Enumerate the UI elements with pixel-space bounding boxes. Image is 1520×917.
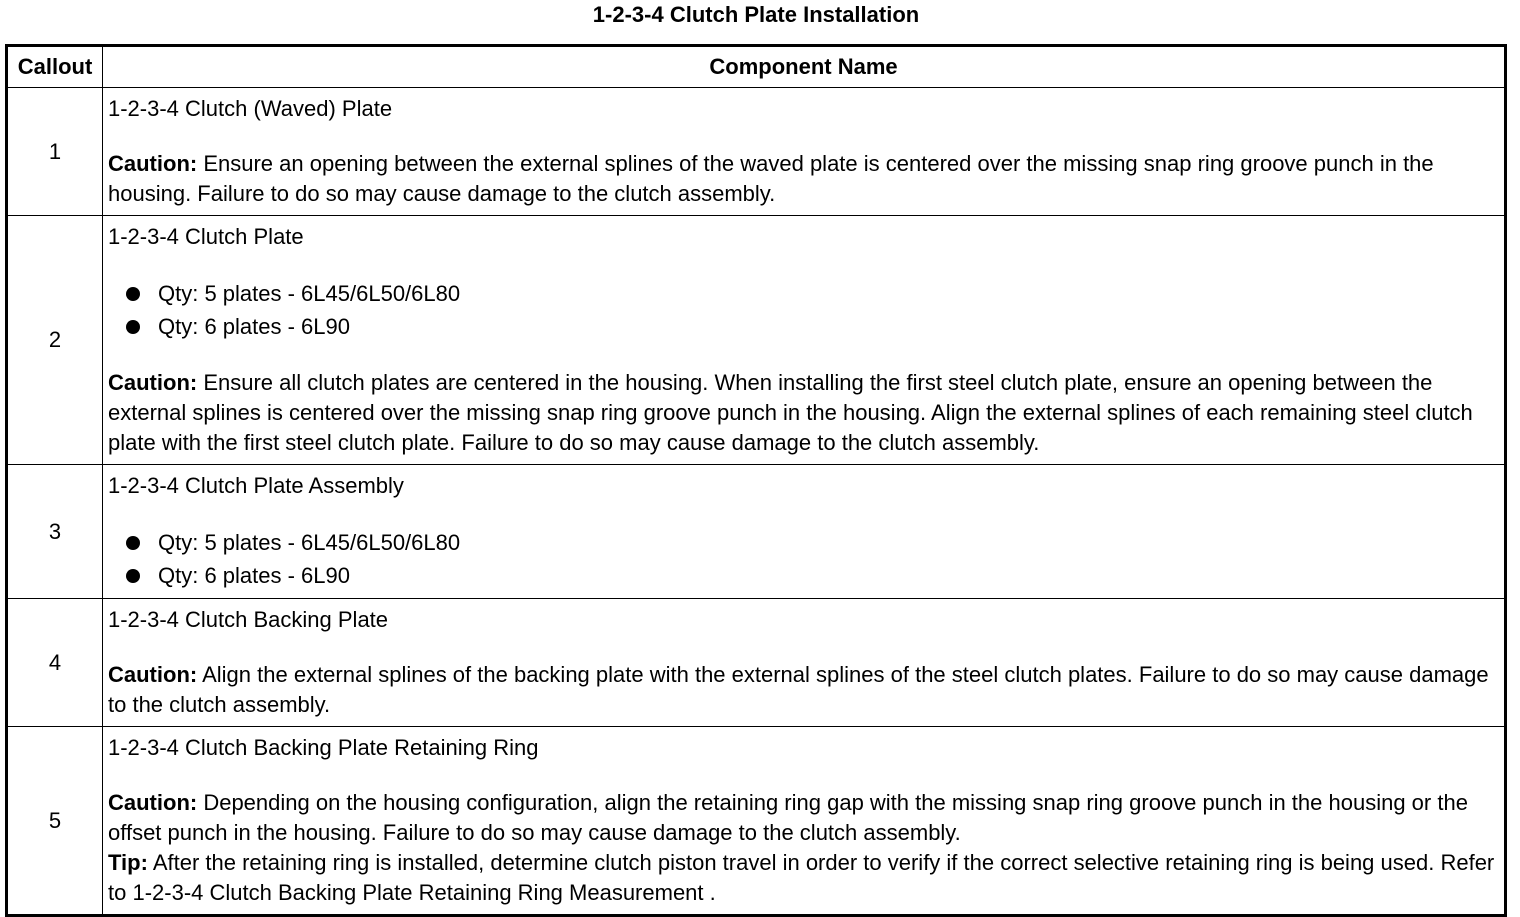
note-paragraph	[108, 788, 1502, 848]
list-item	[108, 310, 1502, 343]
component-name: 1-2-3-4 Clutch Backing Plate	[108, 607, 389, 632]
callout-number: 1	[7, 88, 103, 216]
bullet-icon	[126, 569, 140, 583]
component-name: 1-2-3-4 Clutch Plate	[108, 224, 304, 249]
note-label: Caution:	[108, 790, 198, 815]
callout-number: 3	[7, 465, 103, 599]
component-cell	[103, 727, 1506, 916]
component-cell	[103, 465, 1506, 599]
callout-number: 2	[7, 216, 103, 465]
table-row	[7, 216, 1506, 465]
component-cell	[103, 599, 1506, 727]
bullet-icon	[126, 287, 140, 301]
callout-number: 4	[7, 599, 103, 727]
component-name: 1-2-3-4 Clutch Plate Assembly	[108, 473, 404, 498]
note-paragraph	[108, 848, 1502, 908]
bullet-icon	[126, 536, 140, 550]
note-text: Align the external splines of the backing plate with the external splines of the steel clutch plates. Failure to do so may cause damage to the clutch assembly.	[108, 662, 1489, 717]
list-item	[108, 559, 1502, 592]
component-column-header: Component Name	[103, 46, 1506, 88]
quantity-text: Qty: 6 plates - 6L90	[158, 563, 350, 588]
component-cell	[103, 216, 1506, 465]
note-text: Depending on the housing configuration, align the retaining ring gap with the missing snap ring groove punch in the housing or the offset punch in the housing. Failure to do so may cause damage to the clutch assembly.	[108, 790, 1468, 845]
note-text: Ensure all clutch plates are centered in the housing. When installing the first steel clutch plate, ensure an opening between the external splines is centered over the missing snap ring groove punch in the housing. Align the external splines of each remaining steel clutch plate with the first steel clutch plate. Failure to do so may cause damage to the clutch assembly.	[108, 370, 1473, 455]
list-item	[108, 526, 1502, 559]
quantity-list	[108, 526, 1502, 592]
table-row	[7, 599, 1506, 727]
table-row	[7, 465, 1506, 599]
quantity-list	[108, 277, 1502, 343]
quantity-text: Qty: 5 plates - 6L45/6L50/6L80	[158, 281, 461, 306]
callout-column-header: Callout	[7, 46, 103, 88]
component-name: 1-2-3-4 Clutch (Waved) Plate	[108, 96, 393, 121]
note-label: Caution:	[108, 370, 198, 395]
callout-number: 5	[7, 727, 103, 916]
component-cell	[103, 88, 1506, 216]
note-label: Caution:	[108, 662, 198, 687]
quantity-text: Qty: 6 plates - 6L90	[158, 314, 350, 339]
table-row	[7, 727, 1506, 916]
note-label: Tip:	[108, 850, 148, 875]
table-row	[7, 88, 1506, 216]
note-paragraph	[108, 368, 1502, 458]
note-text: After the retaining ring is installed, determine clutch piston travel in order to verify if the correct selective retaining ring is being used. Refer to 1-2-3-4 Clutch Backing Plate Retaining Ring Measurement .	[108, 850, 1495, 905]
component-table	[5, 44, 1507, 917]
component-name: 1-2-3-4 Clutch Backing Plate Retaining Ring	[108, 735, 539, 760]
note-label: Caution:	[108, 151, 198, 176]
bullet-icon	[126, 320, 140, 334]
list-item	[108, 277, 1502, 310]
table-header-row	[7, 46, 1506, 88]
note-text: Ensure an opening between the external splines of the waved plate is centered over the missing snap ring groove punch in the housing. Failure to do so may cause damage to the clutch assembly.	[108, 151, 1434, 206]
note-paragraph	[108, 660, 1502, 720]
page-title: 1-2-3-4 Clutch Plate Installation	[592, 2, 920, 27]
note-paragraph	[108, 149, 1502, 209]
quantity-text: Qty: 5 plates - 6L45/6L50/6L80	[158, 530, 461, 555]
